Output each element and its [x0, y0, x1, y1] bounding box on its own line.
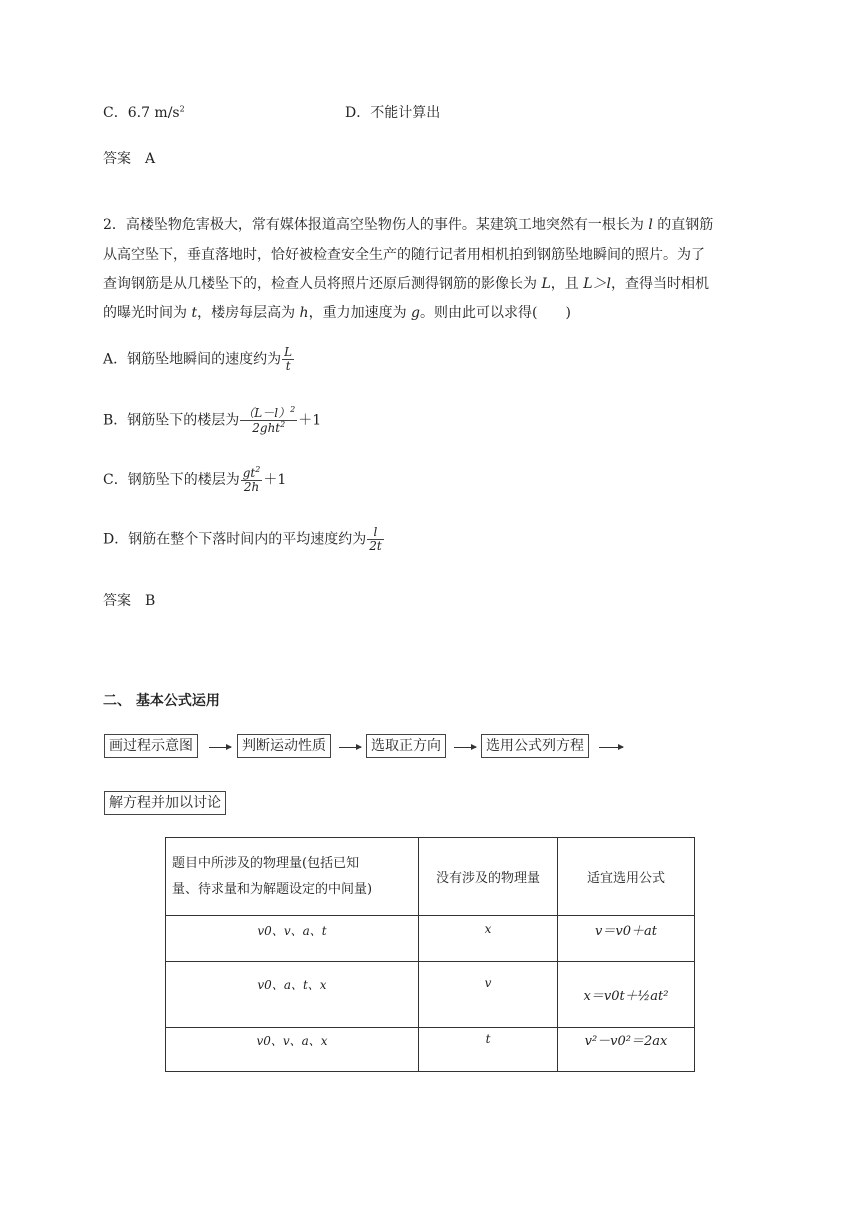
option-c-prev: C．6.7 $m/s^2$	[103, 104, 185, 121]
option-b: B．钢筋坠下的楼层为 $\frac{(L-l)^2}{2ght^2}$ ＋1	[103, 405, 322, 436]
answer-2: 答案 B	[103, 593, 156, 609]
flow-step-5: 解方程并加以讨论	[104, 791, 226, 815]
flow-step-4: 选用公式列方程	[481, 734, 589, 758]
quantities-cell: v0、a、t、x	[166, 962, 419, 1028]
flow-step-1: 画过程示意图	[104, 734, 198, 758]
table-row	[166, 962, 695, 1028]
flow-arrow-3	[454, 747, 476, 748]
question-2-line-3: 查询钢筋是从几楼坠下的，检查人员将照片还原后测得钢筋的影像长为 L，且 L＞l，查得当时相机	[103, 276, 709, 292]
quantities-cell: v0、v、a、t	[166, 916, 419, 962]
option-d: D．钢筋在整个下落时间内的平均速度约为 $\frac{l}{2t}$	[103, 525, 382, 554]
formula-cell: v²－v0²＝2ax	[558, 1028, 695, 1072]
header-missing: 没有涉及的物理量	[419, 838, 558, 916]
question-2-line-1: 2．高楼坠物危害极大，常有媒体报道高空坠物伤人的事件。某建筑工地突然有一根长为 l 的直钢筋	[103, 217, 714, 233]
section-heading: 二、 基本公式运用	[103, 693, 220, 709]
header-formula: 适宜选用公式	[558, 838, 695, 916]
quantities-cell: v0、v、a、x	[166, 1028, 419, 1072]
question-2-line-2: 从高空坠下，垂直落地时，恰好被检查安全生产的随行记者用相机拍到钢筋坠地瞬间的照片。为了	[103, 247, 705, 263]
flow-step-2: 判断运动性质	[237, 734, 331, 758]
formula-cell: x＝v0t＋½at²	[558, 962, 695, 1028]
question-2-line-4: 的曝光时间为 t，楼房每层高为 h，重力加速度为 g。则由此可以求得( )	[103, 305, 571, 321]
missing-cell: v	[419, 962, 558, 1028]
formula-cell: v＝v0＋at	[558, 916, 695, 962]
flow-arrow-4	[599, 747, 623, 748]
flow-step-3: 选取正方向	[366, 734, 446, 758]
table-header-row	[166, 838, 695, 916]
flow-arrow-2	[339, 747, 361, 748]
option-c: C．钢筋坠下的楼层为 $\frac{gt^2}{2h}$ ＋1	[103, 465, 287, 495]
table-row	[166, 1028, 695, 1072]
missing-cell: x	[419, 916, 558, 962]
option-d-prev: D．不能计算出	[345, 105, 441, 121]
option-a: A．钢筋坠地瞬间的速度约为 $\frac{L}{t}$	[103, 345, 293, 374]
formula-table	[165, 837, 695, 1072]
flow-arrow-1	[209, 747, 231, 748]
answer-1: 答案 A	[103, 151, 156, 167]
header-quantities: 题目中所涉及的物理量(包括已知 量、待求量和为解题设定的中间量)	[166, 838, 419, 916]
table-row	[166, 916, 695, 962]
missing-cell: t	[419, 1028, 558, 1072]
